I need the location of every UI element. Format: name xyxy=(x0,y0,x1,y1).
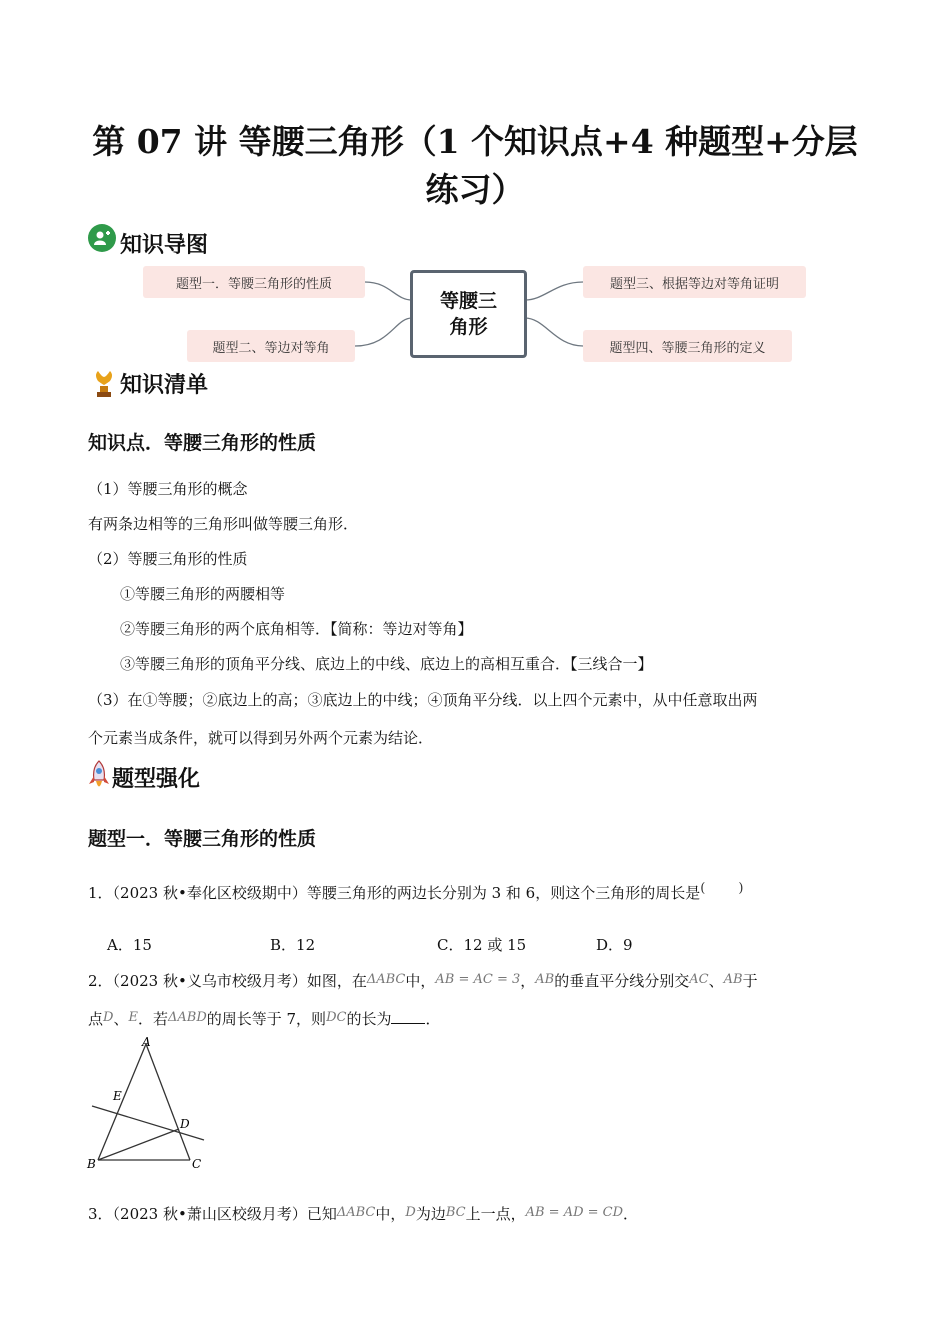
q2-l2-text-5: 的长为 xyxy=(346,1010,392,1028)
label-d: D xyxy=(180,1117,190,1131)
knowledge-line-2: 有两条边相等的三角形叫做等腰三角形． xyxy=(88,515,359,533)
knowledge-heading-text: 知识清单 xyxy=(120,373,209,398)
question-1 xyxy=(88,879,743,903)
q2-l2-text-3: ．若 xyxy=(137,1010,168,1028)
q2-text-6: 于 xyxy=(742,972,758,990)
knowledge-point-title: 知识点．等腰三角形的性质 xyxy=(88,432,317,454)
q3-text-3: 为边 xyxy=(415,1205,446,1223)
q2-text-4: 的垂直平分线分别交 xyxy=(554,972,690,990)
q2-text-5: 、 xyxy=(708,972,724,990)
q1-option-d: D．9 xyxy=(596,936,633,954)
knowledge-line-3: （2）等腰三角形的性质 xyxy=(88,550,248,568)
mindmap-node-type2: 题型二、等边对等角 xyxy=(187,330,355,362)
q3-text-1: 3．（2023 秋•萧山区校级月考）已知 xyxy=(88,1205,337,1223)
q2-math-5: AB xyxy=(723,972,743,987)
line-ac xyxy=(146,1044,190,1160)
q2-l2-math-3: ΔABD xyxy=(167,1010,207,1025)
q2-l2-math-4: DC xyxy=(326,1010,347,1025)
q2-math-3: AB xyxy=(535,972,555,987)
triangle-figure xyxy=(84,1034,214,1174)
knowledge-heading xyxy=(92,368,208,399)
q2-l2-text-1: 点 xyxy=(88,1010,104,1028)
knowledge-line-8: 个元素当成条件，就可以得到另外两个元素为结论． xyxy=(88,729,434,747)
q3-text-5: ． xyxy=(623,1205,639,1223)
q3-text-4: 上一点， xyxy=(465,1205,526,1223)
practice-heading xyxy=(88,760,200,794)
mindmap-node-type1: 题型一．等腰三角形的性质 xyxy=(143,266,365,298)
question-2-line-2 xyxy=(88,1008,440,1029)
q1-option-b: B．12 xyxy=(270,936,316,954)
practice-heading-text: 题型强化 xyxy=(112,766,201,792)
q2-text-3: ， xyxy=(520,972,536,990)
trophy-icon xyxy=(92,369,116,399)
question-2-line-1 xyxy=(88,970,758,991)
q1-option-c: C．12 或 15 xyxy=(437,936,527,954)
mindmap-center-node: 等腰三 角形 xyxy=(410,270,527,358)
q2-l2-text-4: 的周长等于 7，则 xyxy=(206,1010,327,1028)
mindmap-heading-text: 知识导图 xyxy=(120,233,209,258)
q2-l2-text-6: ． xyxy=(425,1010,441,1028)
answer-paren: ( ) xyxy=(700,881,744,896)
q2-text-1: 2．（2023 秋•义乌市校级月考）如图，在 xyxy=(88,972,367,990)
q2-l2-math-2: E xyxy=(128,1010,138,1025)
knowledge-line-5: ②等腰三角形的两个底角相等．【简称：等边对等角】 xyxy=(120,620,473,638)
type1-title: 题型一．等腰三角形的性质 xyxy=(88,828,317,850)
label-b: B xyxy=(87,1157,96,1171)
mindmap-node-type3: 题型三、根据等边对等角证明 xyxy=(583,266,806,298)
title-line-1: 第 07 讲 等腰三角形（1 个知识点+4 种题型+分层 xyxy=(92,122,858,161)
q2-l2-text-2: 、 xyxy=(113,1010,129,1028)
question-3 xyxy=(88,1203,638,1224)
knowledge-line-6: ③等腰三角形的顶角平分线、底边上的中线、底边上的高相互重合．【三线合一】 xyxy=(120,655,653,673)
q3-math-2: D xyxy=(405,1205,416,1220)
label-c: C xyxy=(192,1157,202,1171)
q3-text-2: 中， xyxy=(375,1205,406,1223)
label-e: E xyxy=(113,1089,122,1103)
question-1-text: 1．（2023 秋•奉化区校级期中）等腰三角形的两边长分别为 3 和 6，则这个三角形的周长是 xyxy=(88,884,701,902)
knowledge-line-1: （1）等腰三角形的概念 xyxy=(88,480,248,498)
line-bd xyxy=(98,1129,179,1160)
rocket-icon xyxy=(88,760,110,794)
title-line-2: 练习） xyxy=(425,170,525,209)
knowledge-line-7: （3）在①等腰；②底边上的高；③底边上的中线；④顶角平分线．以上四个元素中，从中任意取出两 xyxy=(88,691,758,709)
q3-math-4: AB = AD = CD xyxy=(525,1205,624,1220)
q2-l2-math-1: D xyxy=(103,1010,114,1025)
q3-math-1: ΔABC xyxy=(336,1205,376,1220)
q1-option-a: A．15 xyxy=(107,936,152,954)
q3-math-3: BC xyxy=(445,1205,466,1220)
knowledge-line-4: ①等腰三角形的两腰相等 xyxy=(120,585,286,603)
answer-blank[interactable] xyxy=(391,1009,425,1024)
q2-math-1: ΔABC xyxy=(366,972,406,987)
q2-text-2: 中， xyxy=(405,972,436,990)
mindmap-node-type4: 题型四、等腰三角形的定义 xyxy=(583,330,792,362)
label-a: A xyxy=(142,1035,151,1049)
line-ab xyxy=(98,1044,146,1160)
q2-math-2: AB = AC = 3 xyxy=(435,972,521,987)
q2-math-4: AC xyxy=(689,972,709,987)
